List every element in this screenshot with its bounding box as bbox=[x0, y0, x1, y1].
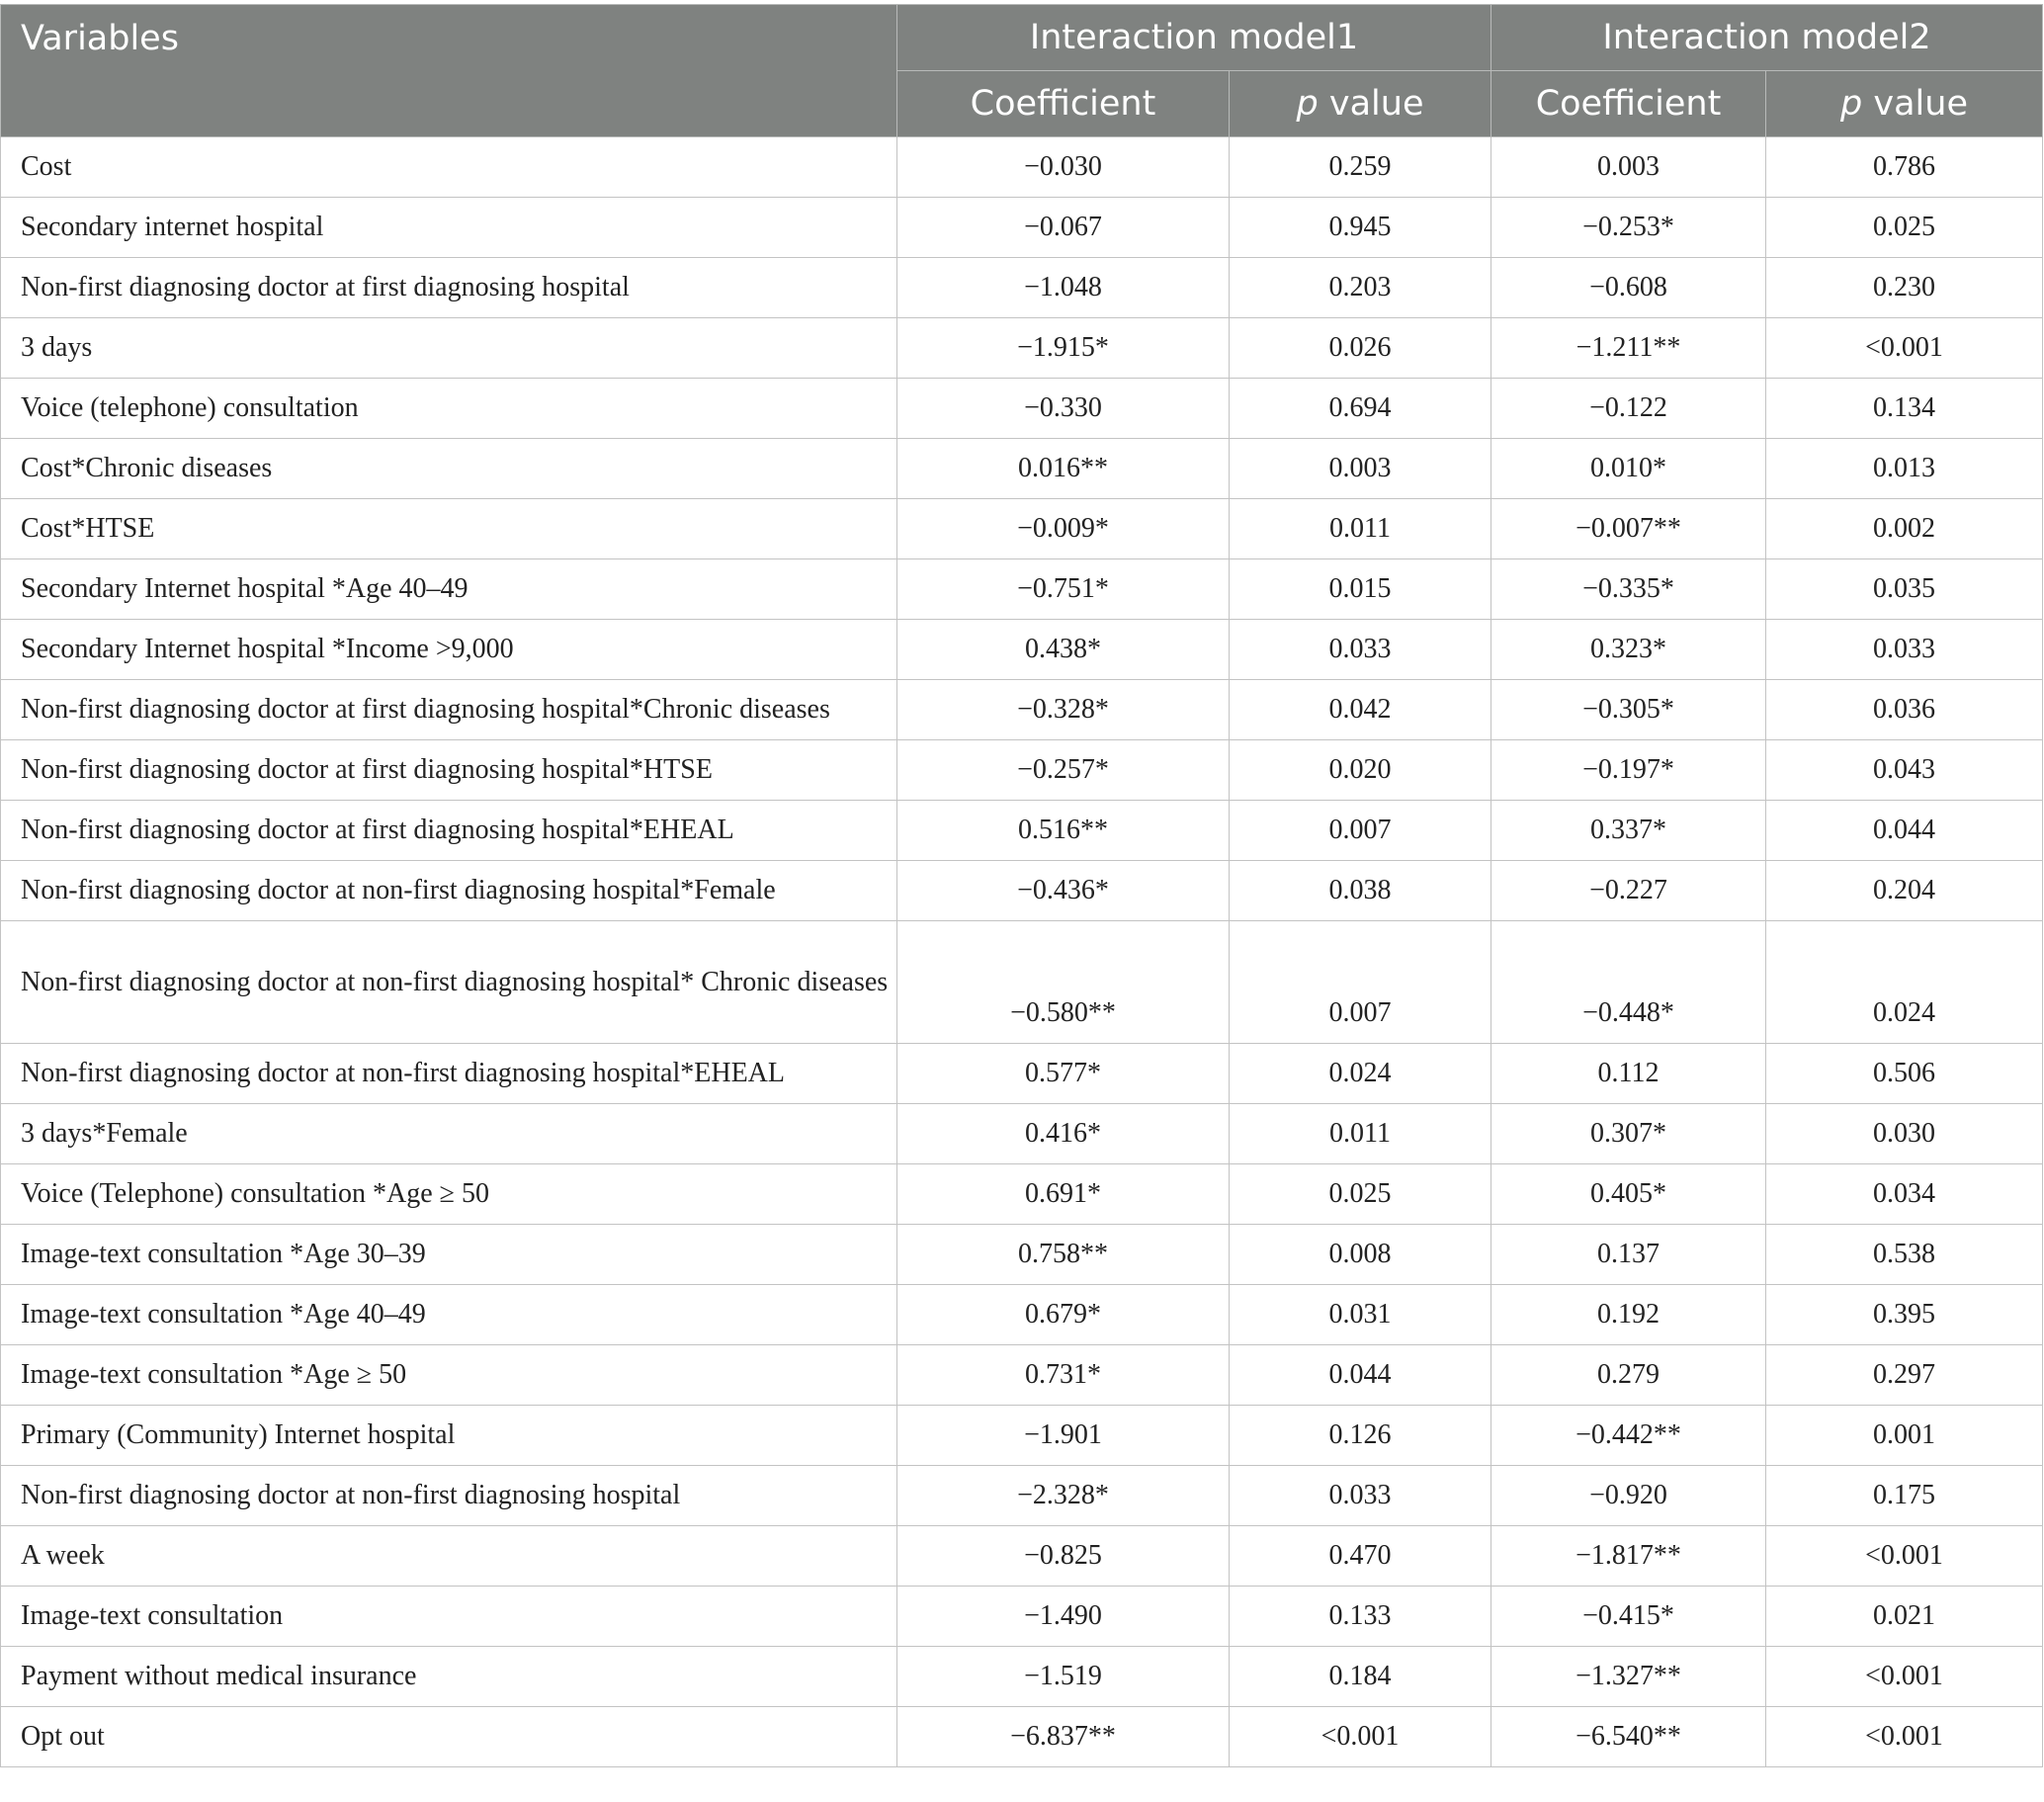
model2-p-value-cell: 0.030 bbox=[1766, 1104, 2043, 1164]
model1-p-value-cell: 0.020 bbox=[1230, 740, 1491, 801]
model2-p-value-cell: 0.021 bbox=[1766, 1587, 2043, 1647]
model1-coefficient-cell: −0.257* bbox=[897, 740, 1230, 801]
model1-coefficient-cell: −0.328* bbox=[897, 680, 1230, 740]
model2-coefficient-cell: 0.279 bbox=[1491, 1345, 1766, 1406]
table-row bbox=[1, 1587, 2043, 1647]
table-row bbox=[1, 1225, 2043, 1285]
model2-p-value-cell: 0.002 bbox=[1766, 499, 2043, 559]
model1-coefficient-cell: −1.048 bbox=[897, 258, 1230, 318]
model2-coefficient-cell: −1.327** bbox=[1491, 1647, 1766, 1707]
model1-coefficient-cell: 0.758** bbox=[897, 1225, 1230, 1285]
variable-name-cell: Cost*HTSE bbox=[1, 499, 897, 559]
model2-coefficient-header: Coefficient bbox=[1491, 71, 1766, 137]
p-value-suffix: value bbox=[1862, 84, 1968, 124]
model2-p-value-cell: <0.001 bbox=[1766, 1647, 2043, 1707]
model2-coefficient-cell: −0.197* bbox=[1491, 740, 1766, 801]
results-table-container bbox=[0, 4, 2042, 1767]
model2-header: Interaction model2 bbox=[1491, 5, 2043, 71]
table-row bbox=[1, 439, 2043, 499]
variable-name-cell: Cost*Chronic diseases bbox=[1, 439, 897, 499]
variable-name-cell: Secondary Internet hospital *Age 40–49 bbox=[1, 559, 897, 620]
table-row bbox=[1, 1406, 2043, 1466]
model2-coefficient-cell: 0.192 bbox=[1491, 1285, 1766, 1345]
model2-p-value-cell: 0.036 bbox=[1766, 680, 2043, 740]
variable-name-cell: Non-first diagnosing doctor at non-first diagnosing hospital bbox=[1, 1466, 897, 1526]
model1-coefficient-cell: −0.067 bbox=[897, 198, 1230, 258]
table-row bbox=[1, 1104, 2043, 1164]
model1-coefficient-cell: −6.837** bbox=[897, 1707, 1230, 1767]
model1-p-value-cell: 0.026 bbox=[1230, 318, 1491, 379]
variable-name-cell: Secondary Internet hospital *Income >9,000 bbox=[1, 620, 897, 680]
model1-p-value-cell: 0.470 bbox=[1230, 1526, 1491, 1587]
table-row bbox=[1, 740, 2043, 801]
model2-coefficient-cell: −0.335* bbox=[1491, 559, 1766, 620]
table-row bbox=[1, 801, 2043, 861]
model1-p-value-cell: 0.015 bbox=[1230, 559, 1491, 620]
table-body bbox=[1, 137, 2043, 1767]
model2-p-value-cell: 0.230 bbox=[1766, 258, 2043, 318]
model1-coefficient-cell: −0.030 bbox=[897, 137, 1230, 198]
table-row bbox=[1, 1164, 2043, 1225]
model2-p-value-cell: 0.034 bbox=[1766, 1164, 2043, 1225]
model1-coefficient-cell: −0.751* bbox=[897, 559, 1230, 620]
model2-p-value-cell: 0.044 bbox=[1766, 801, 2043, 861]
model2-p-value-cell: 0.024 bbox=[1766, 921, 2043, 1044]
table-row bbox=[1, 1044, 2043, 1104]
variable-name-cell: Voice (telephone) consultation bbox=[1, 379, 897, 439]
model1-coefficient-cell: 0.691* bbox=[897, 1164, 1230, 1225]
variable-name-cell: Cost bbox=[1, 137, 897, 198]
model2-coefficient-cell: 0.405* bbox=[1491, 1164, 1766, 1225]
model1-p-value-cell: 0.008 bbox=[1230, 1225, 1491, 1285]
model2-coefficient-cell: −0.448* bbox=[1491, 921, 1766, 1044]
model2-p-value-cell: 0.786 bbox=[1766, 137, 2043, 198]
table-row bbox=[1, 379, 2043, 439]
model2-p-value-cell: 0.013 bbox=[1766, 439, 2043, 499]
model2-p-value-header bbox=[1766, 71, 2043, 137]
variable-name-cell: Non-first diagnosing doctor at first diagnosing hospital*EHEAL bbox=[1, 801, 897, 861]
model1-p-value-cell: 0.024 bbox=[1230, 1044, 1491, 1104]
model1-p-value-cell: 0.259 bbox=[1230, 137, 1491, 198]
table-row bbox=[1, 861, 2043, 921]
model1-p-value-cell: 0.042 bbox=[1230, 680, 1491, 740]
model2-coefficient-cell: −0.442** bbox=[1491, 1406, 1766, 1466]
model2-p-value-cell: 0.001 bbox=[1766, 1406, 2043, 1466]
model2-coefficient-cell: 0.003 bbox=[1491, 137, 1766, 198]
model1-p-value-cell: <0.001 bbox=[1230, 1707, 1491, 1767]
model2-coefficient-cell: 0.010* bbox=[1491, 439, 1766, 499]
variable-name-cell: Image-text consultation *Age 30–39 bbox=[1, 1225, 897, 1285]
model2-coefficient-cell: 0.307* bbox=[1491, 1104, 1766, 1164]
model2-coefficient-cell: 0.323* bbox=[1491, 620, 1766, 680]
table-row bbox=[1, 921, 2043, 1044]
model1-p-value-cell: 0.007 bbox=[1230, 921, 1491, 1044]
variable-name-cell: A week bbox=[1, 1526, 897, 1587]
table-row bbox=[1, 499, 2043, 559]
p-symbol: p bbox=[1840, 84, 1863, 124]
model1-coefficient-cell: −0.009* bbox=[897, 499, 1230, 559]
variable-name-cell: Voice (Telephone) consultation *Age ≥ 50 bbox=[1, 1164, 897, 1225]
variable-name-cell: Non-first diagnosing doctor at non-first diagnosing hospital*Female bbox=[1, 861, 897, 921]
model1-p-value-cell: 0.945 bbox=[1230, 198, 1491, 258]
model2-p-value-cell: 0.033 bbox=[1766, 620, 2043, 680]
model1-coefficient-cell: 0.016** bbox=[897, 439, 1230, 499]
interaction-models-table bbox=[0, 4, 2043, 1767]
model1-p-value-cell: 0.011 bbox=[1230, 499, 1491, 559]
variable-name-cell: Secondary internet hospital bbox=[1, 198, 897, 258]
model1-coefficient-cell: −0.825 bbox=[897, 1526, 1230, 1587]
model2-p-value-cell: 0.134 bbox=[1766, 379, 2043, 439]
model1-coefficient-cell: 0.577* bbox=[897, 1044, 1230, 1104]
model2-p-value-cell: 0.538 bbox=[1766, 1225, 2043, 1285]
model2-p-value-cell: 0.035 bbox=[1766, 559, 2043, 620]
model2-p-value-cell: 0.297 bbox=[1766, 1345, 2043, 1406]
model1-p-value-cell: 0.011 bbox=[1230, 1104, 1491, 1164]
table-row bbox=[1, 1345, 2043, 1406]
model2-p-value-cell: 0.204 bbox=[1766, 861, 2043, 921]
model2-coefficient-cell: −1.817** bbox=[1491, 1526, 1766, 1587]
variable-name-cell: Non-first diagnosing doctor at non-first diagnosing hospital* Chronic diseases bbox=[1, 921, 897, 1044]
table-row bbox=[1, 198, 2043, 258]
model2-coefficient-cell: −0.415* bbox=[1491, 1587, 1766, 1647]
table-row bbox=[1, 1466, 2043, 1526]
model2-p-value-cell: 0.175 bbox=[1766, 1466, 2043, 1526]
model1-p-value-cell: 0.694 bbox=[1230, 379, 1491, 439]
variable-name-cell: Image-text consultation *Age ≥ 50 bbox=[1, 1345, 897, 1406]
model2-p-value-cell: 0.395 bbox=[1766, 1285, 2043, 1345]
model2-coefficient-cell: −6.540** bbox=[1491, 1707, 1766, 1767]
header-row-1 bbox=[1, 5, 2043, 71]
model2-p-value-cell: 0.506 bbox=[1766, 1044, 2043, 1104]
table-row bbox=[1, 620, 2043, 680]
table-row bbox=[1, 680, 2043, 740]
model1-p-value-cell: 0.038 bbox=[1230, 861, 1491, 921]
table-row bbox=[1, 258, 2043, 318]
model2-p-value-cell: 0.025 bbox=[1766, 198, 2043, 258]
model2-p-value-cell: <0.001 bbox=[1766, 1707, 2043, 1767]
model1-coefficient-cell: 0.731* bbox=[897, 1345, 1230, 1406]
model1-p-value-cell: 0.031 bbox=[1230, 1285, 1491, 1345]
p-value-suffix: value bbox=[1318, 84, 1424, 124]
model1-p-value-cell: 0.007 bbox=[1230, 801, 1491, 861]
variable-name-cell: Non-first diagnosing doctor at non-first diagnosing hospital*EHEAL bbox=[1, 1044, 897, 1104]
variable-name-cell: 3 days*Female bbox=[1, 1104, 897, 1164]
model2-p-value-cell: <0.001 bbox=[1766, 1526, 2043, 1587]
model1-coefficient-cell: 0.516** bbox=[897, 801, 1230, 861]
model1-coefficient-cell: 0.438* bbox=[897, 620, 1230, 680]
variables-header: Variables bbox=[1, 5, 897, 137]
model1-p-value-cell: 0.033 bbox=[1230, 620, 1491, 680]
model1-coefficient-cell: −0.330 bbox=[897, 379, 1230, 439]
model1-coefficient-cell: 0.679* bbox=[897, 1285, 1230, 1345]
table-row bbox=[1, 137, 2043, 198]
model2-coefficient-cell: 0.337* bbox=[1491, 801, 1766, 861]
model2-coefficient-cell: −0.253* bbox=[1491, 198, 1766, 258]
model1-coefficient-cell: −2.328* bbox=[897, 1466, 1230, 1526]
model1-coefficient-cell: −1.915* bbox=[897, 318, 1230, 379]
model1-coefficient-cell: −0.436* bbox=[897, 861, 1230, 921]
table-header bbox=[1, 5, 2043, 137]
model2-coefficient-cell: −0.227 bbox=[1491, 861, 1766, 921]
variable-name-cell: Image-text consultation bbox=[1, 1587, 897, 1647]
model1-coefficient-cell: −1.519 bbox=[897, 1647, 1230, 1707]
variable-name-cell: Non-first diagnosing doctor at first diagnosing hospital*HTSE bbox=[1, 740, 897, 801]
model1-coefficient-cell: −1.490 bbox=[897, 1587, 1230, 1647]
model2-coefficient-cell: 0.112 bbox=[1491, 1044, 1766, 1104]
model2-coefficient-cell: −1.211** bbox=[1491, 318, 1766, 379]
table-row bbox=[1, 559, 2043, 620]
model2-coefficient-cell: −0.122 bbox=[1491, 379, 1766, 439]
variable-name-cell: Non-first diagnosing doctor at first diagnosing hospital*Chronic diseases bbox=[1, 680, 897, 740]
variable-name-cell: Primary (Community) Internet hospital bbox=[1, 1406, 897, 1466]
model1-p-value-cell: 0.126 bbox=[1230, 1406, 1491, 1466]
table-row bbox=[1, 318, 2043, 379]
variable-name-cell: Image-text consultation *Age 40–49 bbox=[1, 1285, 897, 1345]
model1-p-value-header bbox=[1230, 71, 1491, 137]
variable-name-cell: Opt out bbox=[1, 1707, 897, 1767]
table-row bbox=[1, 1647, 2043, 1707]
model2-coefficient-cell: 0.137 bbox=[1491, 1225, 1766, 1285]
model1-header: Interaction model1 bbox=[897, 5, 1491, 71]
p-symbol: p bbox=[1296, 84, 1319, 124]
variable-name-cell: Non-first diagnosing doctor at first diagnosing hospital bbox=[1, 258, 897, 318]
model2-p-value-cell: <0.001 bbox=[1766, 318, 2043, 379]
model2-coefficient-cell: −0.920 bbox=[1491, 1466, 1766, 1526]
model1-p-value-cell: 0.044 bbox=[1230, 1345, 1491, 1406]
model1-coefficient-cell: −0.580** bbox=[897, 921, 1230, 1044]
model1-p-value-cell: 0.203 bbox=[1230, 258, 1491, 318]
model1-coefficient-cell: −1.901 bbox=[897, 1406, 1230, 1466]
variable-name-cell: 3 days bbox=[1, 318, 897, 379]
model2-coefficient-cell: −0.007** bbox=[1491, 499, 1766, 559]
model1-p-value-cell: 0.025 bbox=[1230, 1164, 1491, 1225]
model1-p-value-cell: 0.003 bbox=[1230, 439, 1491, 499]
model1-coefficient-header: Coefficient bbox=[897, 71, 1230, 137]
model2-coefficient-cell: −0.608 bbox=[1491, 258, 1766, 318]
model1-p-value-cell: 0.133 bbox=[1230, 1587, 1491, 1647]
model1-p-value-cell: 0.184 bbox=[1230, 1647, 1491, 1707]
variable-name-cell: Payment without medical insurance bbox=[1, 1647, 897, 1707]
model2-coefficient-cell: −0.305* bbox=[1491, 680, 1766, 740]
model1-p-value-cell: 0.033 bbox=[1230, 1466, 1491, 1526]
table-row bbox=[1, 1526, 2043, 1587]
model2-p-value-cell: 0.043 bbox=[1766, 740, 2043, 801]
table-row bbox=[1, 1707, 2043, 1767]
table-row bbox=[1, 1285, 2043, 1345]
model1-coefficient-cell: 0.416* bbox=[897, 1104, 1230, 1164]
